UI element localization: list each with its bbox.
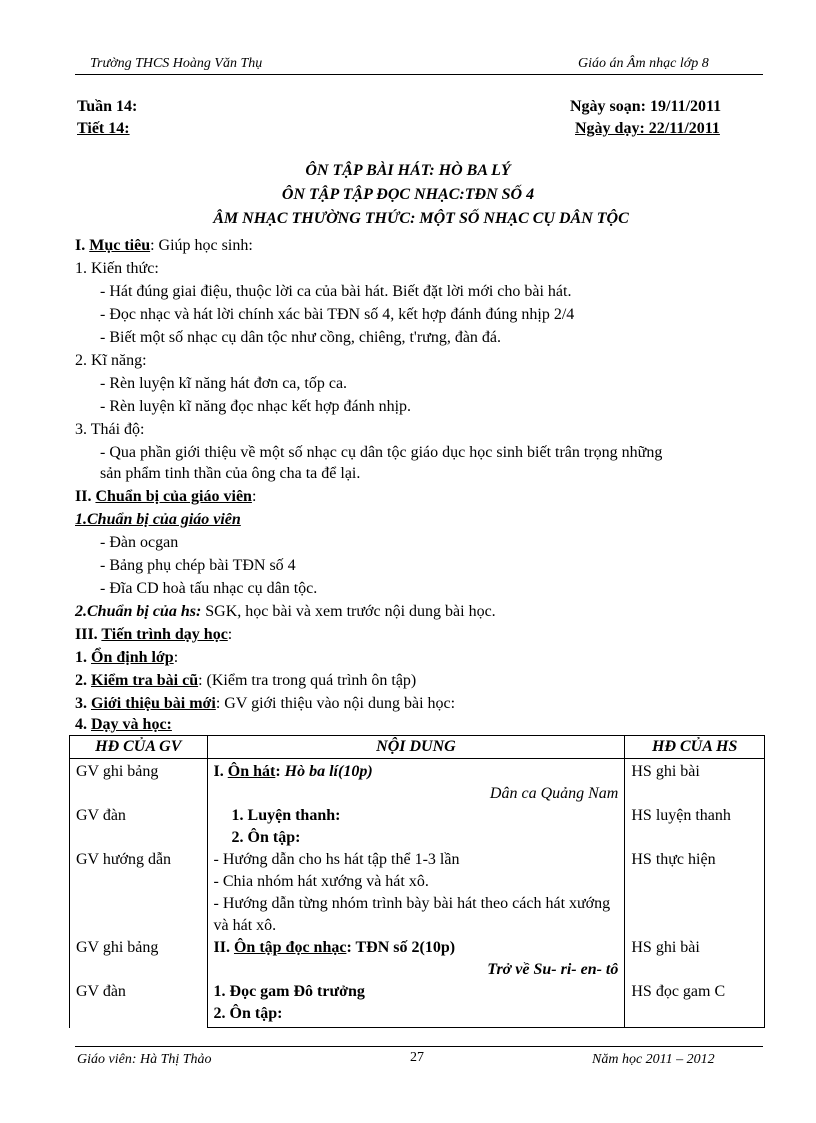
process-1: 1. Ổn định lớp:: [75, 649, 179, 666]
section-preparation: II. Chuẩn bị của giáo viên:: [75, 488, 257, 505]
table-row: [70, 759, 765, 1028]
knowledge-3: - Biết một số nhạc cụ dân tộc như cồng, chiêng, t'rưng, đàn đá.: [100, 329, 502, 346]
knowledge-head: 1. Kiến thức:: [75, 260, 159, 277]
footer-rule: [75, 1046, 763, 1047]
footer-year: Năm học 2011 – 2012: [592, 1052, 715, 1067]
hs-cell: HS ghi bài HS luyện thanh HS thực hiện HS ghi bài HS đọc gam C: [625, 759, 765, 1028]
gv-cell: GV ghi bảng GV đàn GV hướng dẫn GV ghi bảng GV đàn: [70, 759, 208, 1028]
skills-head: 2. Kĩ năng:: [75, 352, 147, 369]
section-objectives: I. Mục tiêu: Giúp học sinh:: [75, 237, 253, 254]
attitude-1: - Qua phần giới thiệu về một số nhạc cụ dân tộc giáo dục học sinh biết trân trọng những: [100, 444, 663, 461]
attitude-2: sản phẩm tinh thần của ông cha ta để lại.: [100, 465, 361, 482]
section-process: III. Tiến trình dạy học:: [75, 626, 233, 643]
footer-teacher: Giáo viên: Hà Thị Thảo: [77, 1052, 212, 1067]
teacher-prep-3: - Đĩa CD hoà tấu nhạc cụ dân tộc.: [100, 580, 318, 597]
prep-date: Ngày soạn: 19/11/2011: [570, 98, 722, 115]
header-school: Trường THCS Hoàng Văn Thụ: [90, 56, 263, 71]
process-2: 2. Kiểm tra bài cũ: (Kiểm tra trong quá trình ôn tập): [75, 672, 417, 689]
teacher-prep-2: - Bảng phụ chép bài TĐN số 4: [100, 557, 296, 574]
teach-date: Ngày dạy: 22/11/2011: [575, 120, 720, 137]
header-rule: [75, 74, 763, 75]
knowledge-2: - Đọc nhạc và hát lời chính xác bài TĐN số 4, kết hợp đánh đúng nhịp 2/4: [100, 306, 575, 323]
skills-2: - Rèn luyện kĩ năng đọc nhạc kết hợp đánh nhịp.: [100, 398, 412, 415]
header-gv: HĐ CỦA GV: [70, 736, 208, 759]
header-subject: Giáo án Âm nhạc lớp 8: [578, 56, 709, 71]
teacher-prep-1: - Đàn ocgan: [100, 534, 179, 551]
lesson-table: [69, 735, 765, 1028]
process-4: 4. Dạy và học:: [75, 716, 172, 733]
title-3: ÂM NHẠC THƯỜNG THỨC: MỘT SỐ NHẠC CỤ DÂN TỘC: [213, 210, 629, 227]
skills-1: - Rèn luyện kĩ năng hát đơn ca, tốp ca.: [100, 375, 348, 392]
title-1: ÔN TẬP BÀI HÁT: HÒ BA LÝ: [305, 162, 511, 179]
content-cell: I. Ôn hát: Hò ba lí(10p) Dân ca Quảng Nam 1. Luyện thanh: 2. Ôn tập: - Hướng dẫn cho hs hát tập thể 1-3 lần - Chia nhóm hát xướng và hát xô. - Hướng dẫn từng nhóm trình bày bài hát theo cách hát xướng và hát xô. II. Ôn tập đọc nhạc: TĐN số 2(10p) Trở về Su- ri- en- tô 1. Đọc gam Đô trưởng 2. Ôn tập:: [207, 759, 625, 1028]
footer-page: 27: [410, 1050, 424, 1065]
knowledge-1: - Hát đúng giai điệu, thuộc lời ca của bài hát. Biết đặt lời mới cho bài hát.: [100, 283, 572, 300]
header-content: NỘI DUNG: [207, 736, 625, 759]
teacher-prep-head: 1.Chuẩn bị của giáo viên: [75, 511, 241, 528]
header-hs: HĐ CỦA HS: [625, 736, 765, 759]
process-3: 3. Giới thiệu bài mới: GV giới thiệu vào nội dung bài học:: [75, 695, 456, 712]
attitude-head: 3. Thái độ:: [75, 421, 145, 438]
table-header-row: [70, 736, 765, 759]
student-prep: 2.Chuẩn bị của hs: SGK, học bài và xem trước nội dung bài học.: [75, 603, 496, 620]
lesson-label: Tiết 14:: [77, 120, 130, 137]
title-2: ÔN TẬP TẬP ĐỌC NHẠC:TĐN SỐ 4: [281, 186, 535, 203]
week-label: Tuần 14:: [77, 98, 138, 115]
